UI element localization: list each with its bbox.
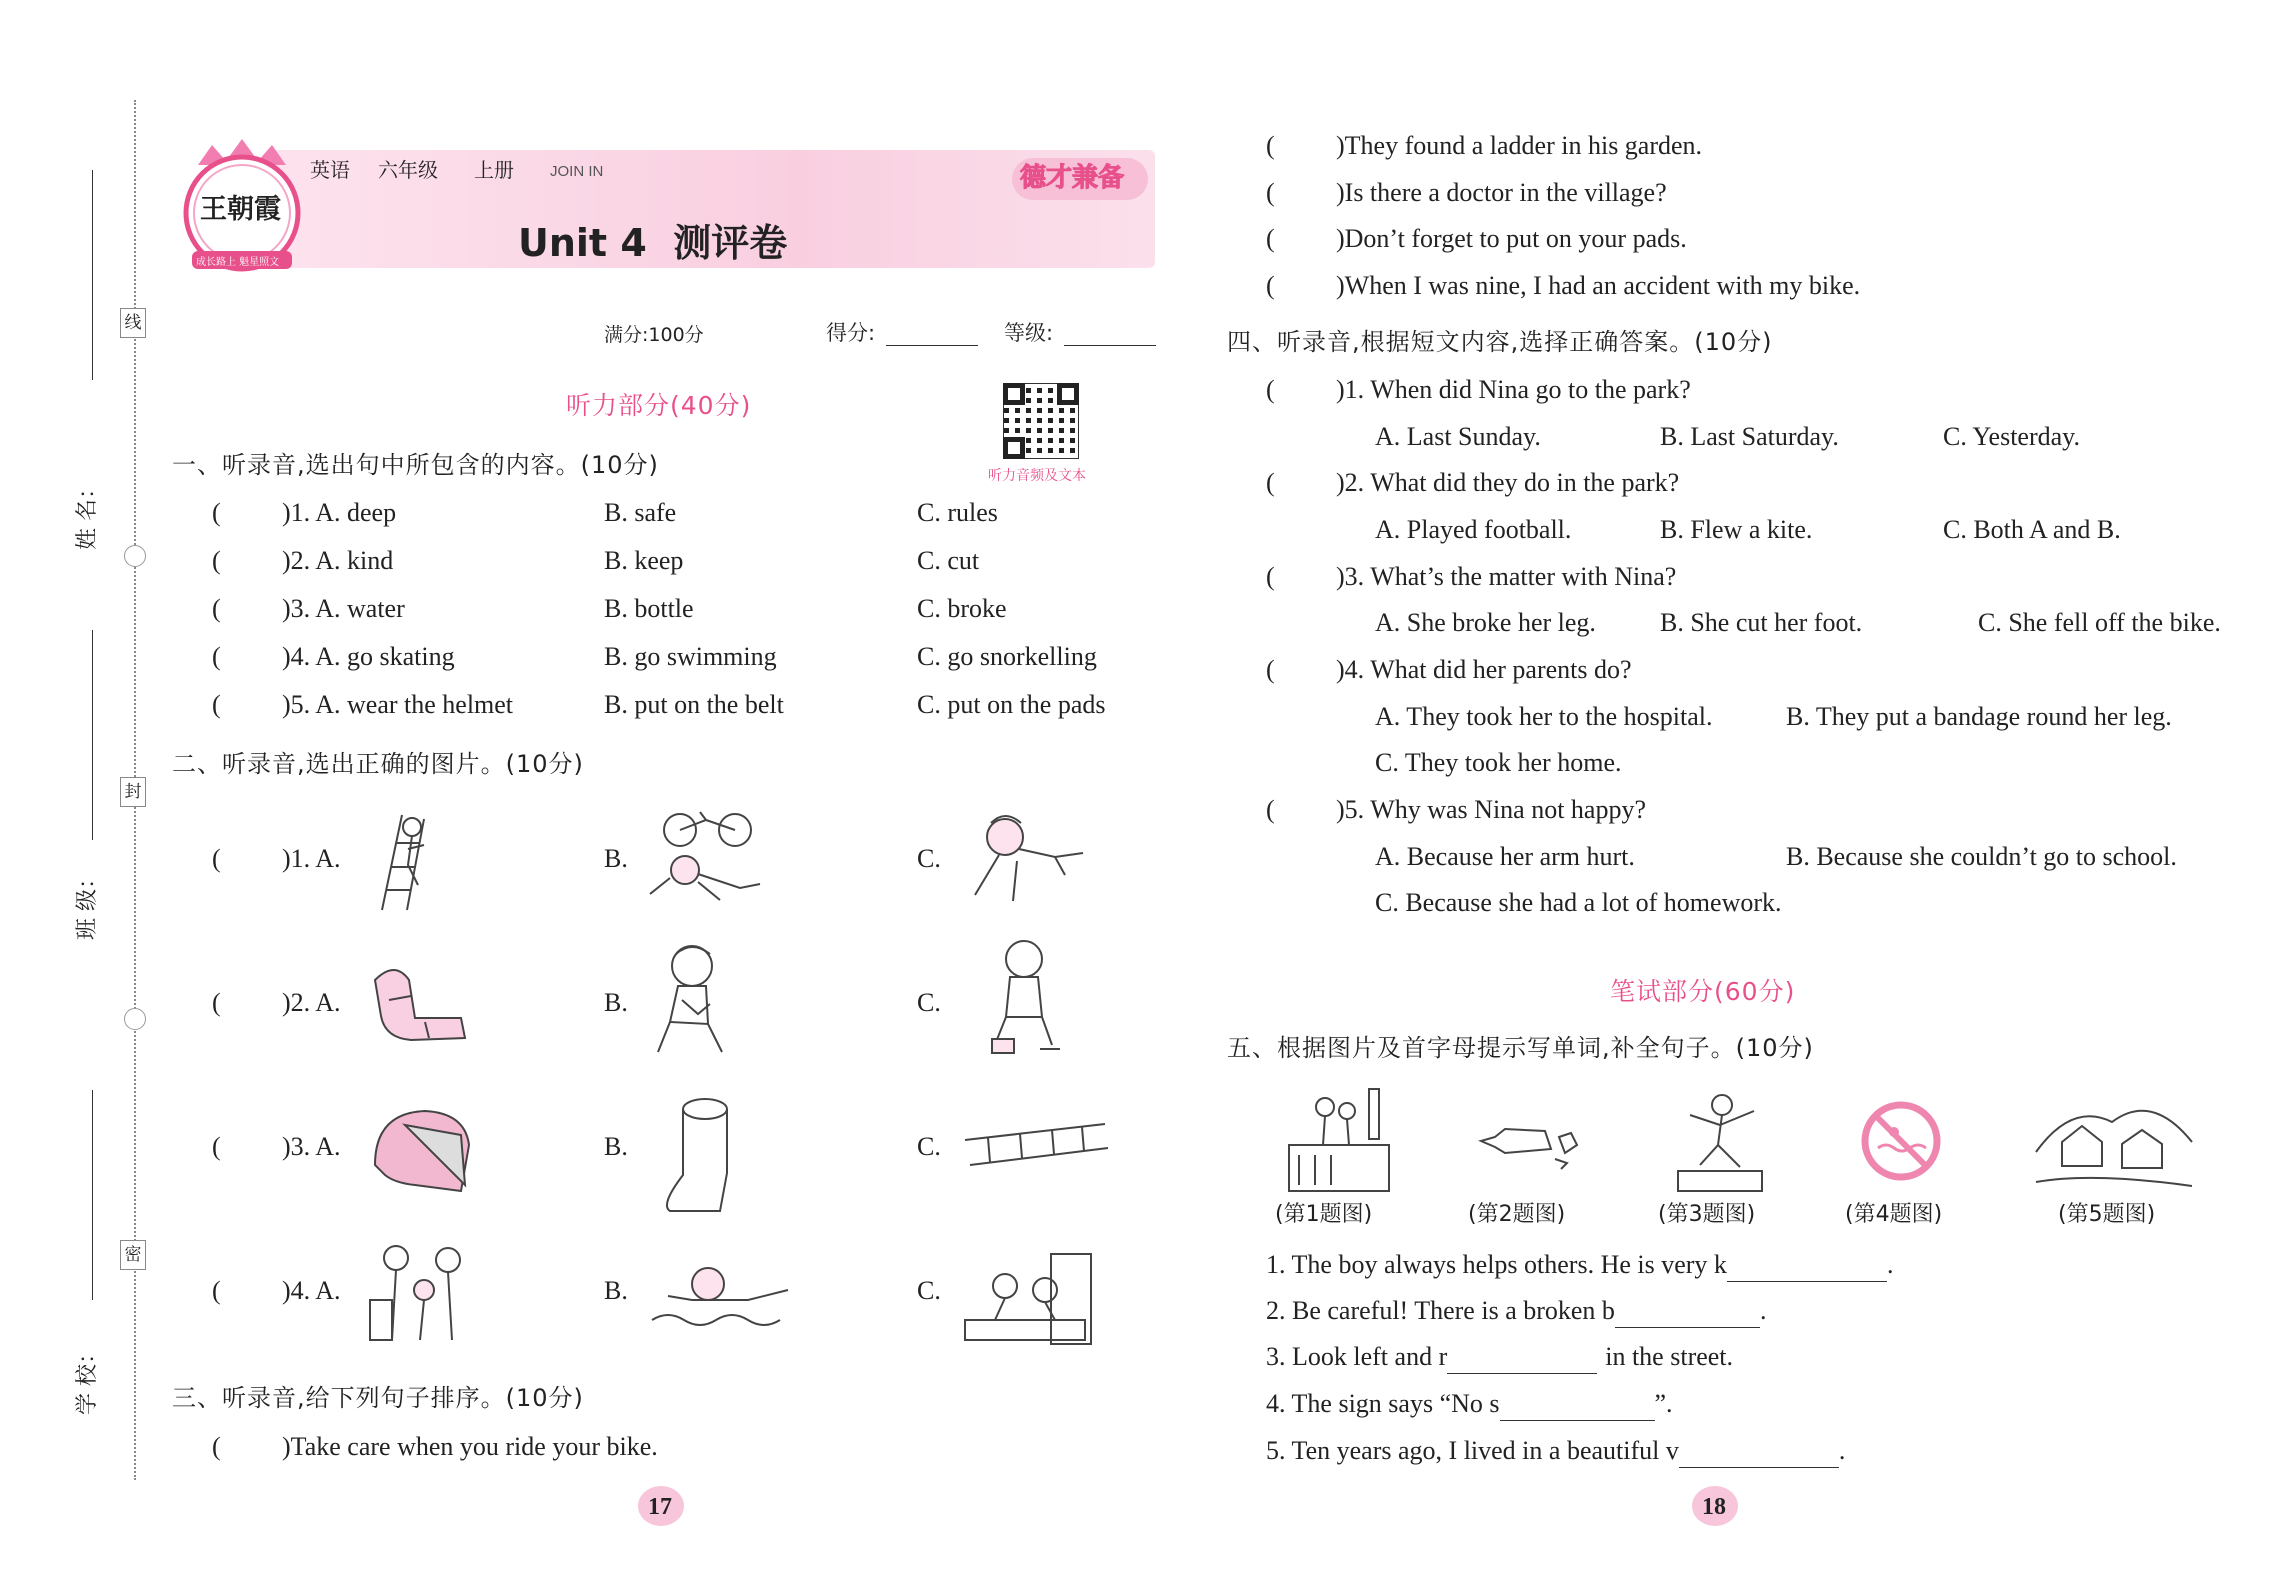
part4-q3: )3. What’s the matter with Nina? [1336,562,1677,591]
girl-lying-picture [955,805,1095,915]
mark-seal: 封 [120,777,146,807]
swimming-picture [648,1260,798,1340]
part5-s4: 4. The sign says “No s ”. [1266,1387,1673,1421]
part4-q3-c: C. She fell off the bike. [1978,608,2221,637]
part5-title: 五、根据图片及首字母提示写单词,补全句子。(10分) [1227,1034,1814,1062]
part4-q4-a: A. They took her to the hospital. [1375,702,1713,731]
part1-q3-c: C. broke [917,594,1007,623]
part1-q5-c: C. put on the pads [917,690,1106,719]
part3-s2: )They found a ladder in his garden. [1336,131,1703,160]
village-picture [2032,1082,2197,1197]
part3-title: 三、听录音,给下列句子排序。(10分) [172,1384,584,1412]
answer-blank-4[interactable] [1500,1395,1655,1421]
part1-paren: ( [212,498,221,527]
part5-s5: 5. Ten years ago, I lived in a beautiful v . [1266,1434,1845,1468]
caption-5: (第5题图) [2058,1202,2156,1227]
writing-title: 笔试部分(60分) [1610,977,1796,1006]
part4-q1-c: C. Yesterday. [1943,422,2080,451]
answer-blank-2[interactable] [1615,1302,1760,1328]
part4-q5-b: B. Because she couldn’t go to school. [1786,842,2177,871]
page-number-right: 18 [1702,1494,1726,1520]
part4-q1: )1. When did Nina go to the park? [1336,375,1691,404]
family-picture [366,1240,486,1345]
part1-q4-b: B. go swimming [604,642,777,671]
part2-title: 二、听录音,选出正确的图片。(10分) [172,750,584,778]
part5-s2: 2. Be careful! There is a broken b . [1266,1294,1766,1328]
part1-q4-c: C. go snorkelling [917,642,1097,671]
part2-q3: )3. A. [282,1132,341,1161]
subject-label: 英语 [310,158,350,182]
part4-q1-b: B. Last Saturday. [1660,422,1839,451]
caption-2: (第2题图) [1468,1202,1566,1227]
answer-blank-1[interactable] [1727,1256,1887,1282]
binding-circle-2 [124,1008,146,1030]
part4-title: 四、听录音,根据短文内容,选择正确答案。(10分) [1227,328,1773,356]
caption-4: (第4题图) [1845,1202,1943,1227]
part1-title: 一、听录音,选出句中所包含的内容。(10分) [172,451,659,479]
boy-hurt-knee-picture [648,940,738,1060]
bandage-roll-picture [650,1095,740,1215]
part3-s3: )Is there a doctor in the village? [1336,178,1667,207]
ladder-picture [960,1110,1110,1180]
qr-caption: 听力音频及文本 [988,468,1086,484]
listening-title: 听力部分(40分) [566,391,752,420]
part3-s5: )When I was nine, I had an accident with my bike. [1336,271,1861,300]
hospital-picture [955,1250,1095,1350]
bike-fall-picture [640,808,770,908]
part2-q1-c: C. [917,844,941,873]
school-field[interactable]: 学 校： [70,1090,110,1410]
brand-logo [178,135,306,275]
falling-person-picture [1670,1085,1770,1195]
part4-q5-a: A. Because her arm hurt. [1375,842,1635,871]
part4-q2-c: C. Both A and B. [1943,515,2121,544]
part2-q3-b: B. [604,1132,628,1161]
part2-q4-c: C. [917,1276,941,1305]
full-score: 满分:100分 [604,324,704,346]
answer-blank-3[interactable] [1447,1348,1597,1374]
part2-q2-c: C. [917,988,941,1017]
part2-q1: )1. A. [282,844,341,873]
helmet-picture [365,1105,485,1195]
part4-q2: )2. What did they do in the park? [1336,468,1680,497]
part5-s1: 1. The boy always helps others. He is very k . [1266,1248,1893,1282]
part1-q2: )2. A. kind [282,546,394,575]
brand-slogan: 成长路上 魁星照文 [196,257,280,268]
answer-blank-5[interactable] [1679,1442,1839,1468]
grade-blank[interactable] [1064,345,1156,346]
crossing-picture [1285,1085,1395,1195]
part4-q4-b: B. They put a bandage round her leg. [1786,702,2172,731]
brand-name: 王朝霞 [200,194,281,225]
part1-q3-b: B. bottle [604,594,694,623]
term-label: 上册 [474,158,514,182]
part2-q4-b: B. [604,1276,628,1305]
class-field[interactable]: 班 级： [70,630,110,950]
part4-q1-a: A. Last Sunday. [1375,422,1541,451]
part4-q4: )4. What did her parents do? [1336,655,1632,684]
part4-q5: )5. Why was Nina not happy? [1336,795,1647,824]
part2-q3-c: C. [917,1132,941,1161]
name-field[interactable]: 姓 名： [70,170,110,480]
boy-bandaged-leg-picture [980,935,1070,1065]
broken-bottle-picture [1475,1115,1585,1175]
part1-q2-c: C. cut [917,546,980,575]
motto-text: 德才兼备 [1020,163,1125,193]
part1-q4: )4. A. go skating [282,642,455,671]
part2-q2: )2. A. [282,988,341,1017]
part4-q4-c: C. They took her home. [1375,748,1622,777]
part4-q3-a: A. She broke her leg. [1375,608,1596,637]
part4-q5-c: C. Because she had a lot of homework. [1375,888,1782,917]
binding-circle-1 [124,545,146,567]
mark-secret: 密 [120,1240,146,1270]
part2-q4: )4. A. [282,1276,341,1305]
bandaged-arm-picture [365,960,475,1050]
part3-s4: )Don’t forget to put on your pads. [1336,224,1687,253]
part5-s3: 3. Look left and r in the street. [1266,1340,1733,1374]
part1-q1-b: B. safe [604,498,677,527]
part1-q5-b: B. put on the belt [604,690,784,719]
caption-3: (第3题图) [1658,1202,1756,1227]
part1-q1-c: C. rules [917,498,998,527]
caption-1: (第1题图) [1275,1202,1373,1227]
score-blank[interactable] [886,345,978,346]
part1-q3: )3. A. water [282,594,405,623]
part2-q2-b: B. [604,988,628,1017]
part3-s1: )Take care when you ride your bike. [282,1432,658,1461]
part1-q1: )1. A. deep [282,498,397,527]
ladder-girl-picture [362,805,452,915]
no-swimming-sign [1860,1100,1942,1182]
page-title: Unit 4 测评卷 [518,221,788,265]
part1-q2-b: B. keep [604,546,684,575]
mark-line: 线 [120,308,146,338]
score-label: 得分: [826,321,876,345]
grade-score-label: 等级: [1004,321,1054,345]
part4-q2-b: B. Flew a kite. [1660,515,1813,544]
grade-label: 六年级 [378,158,438,182]
part2-q1-b: B. [604,844,628,873]
page-number-left: 17 [648,1494,672,1520]
part4-q2-a: A. Played football. [1375,515,1572,544]
part1-q5: )5. A. wear the helmet [282,690,514,719]
part4-q3-b: B. She cut her foot. [1660,608,1863,637]
edition-label: JOIN IN [550,163,604,180]
